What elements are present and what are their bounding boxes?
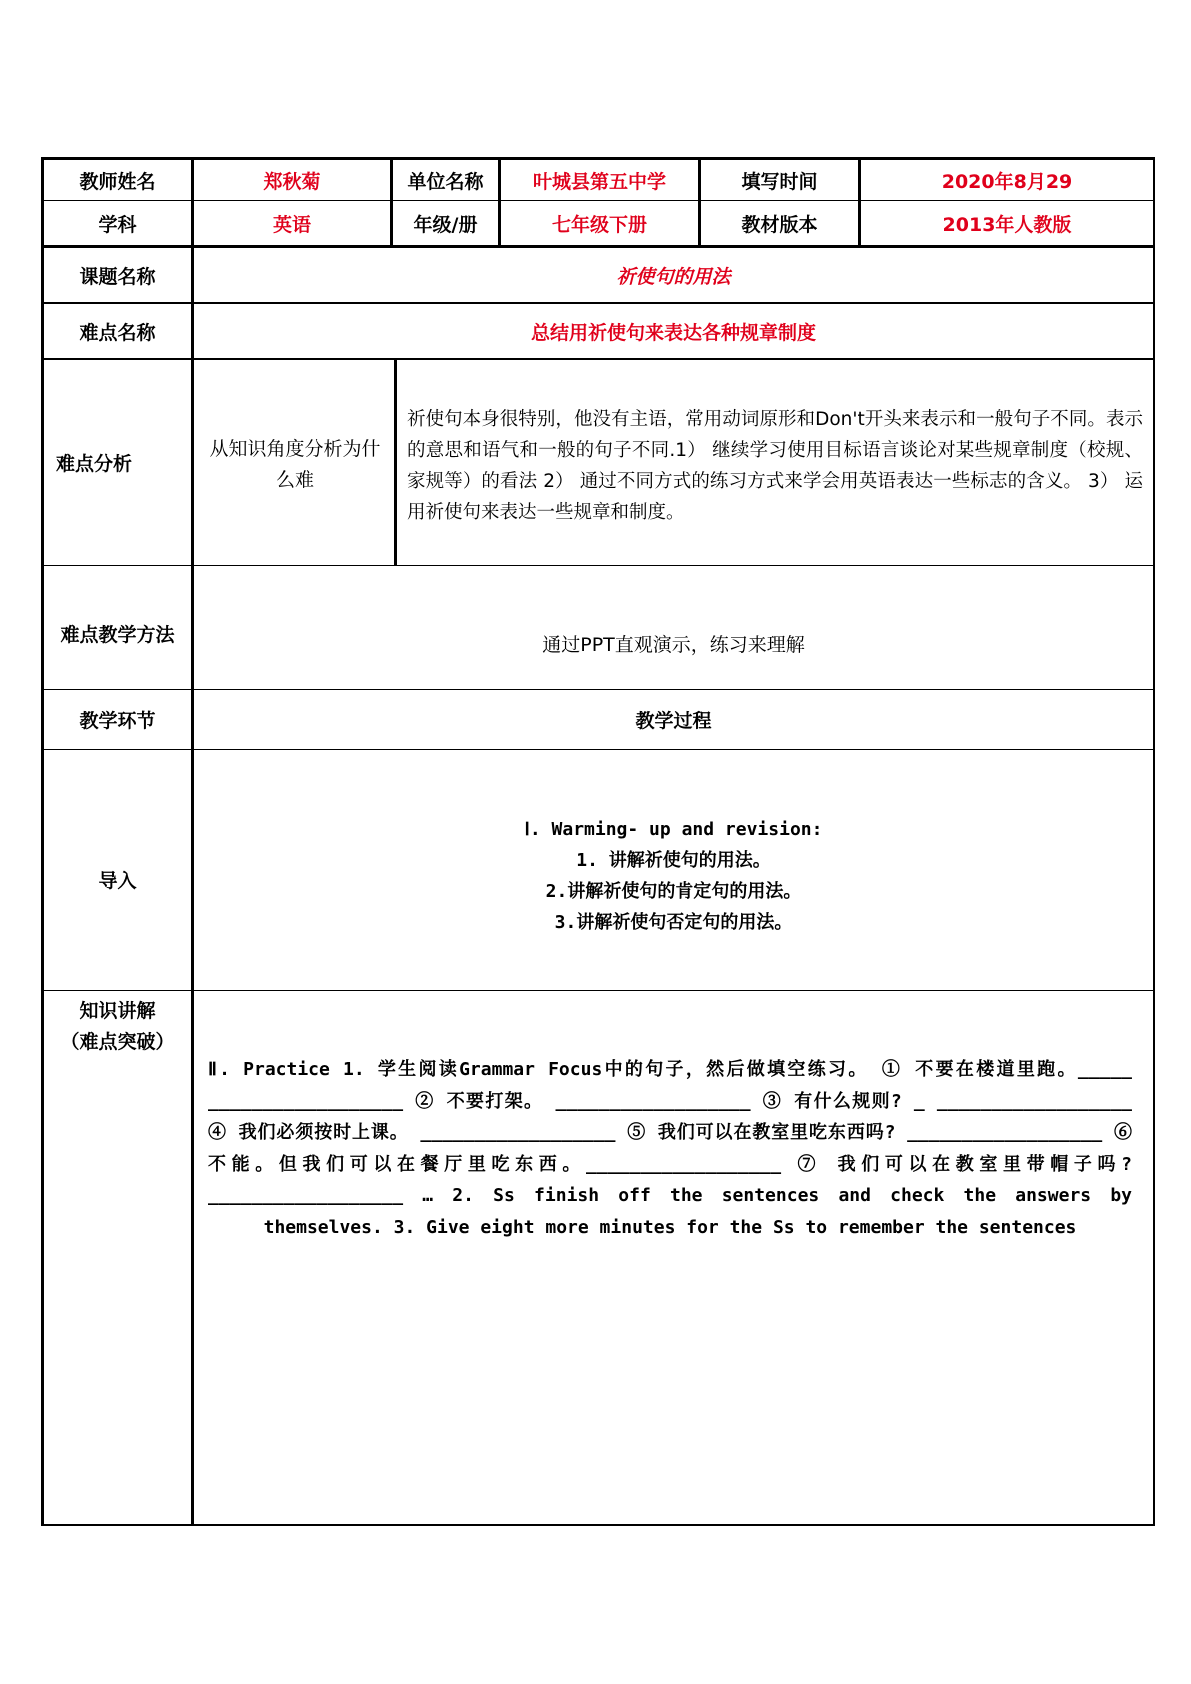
- process-value: 教学过程: [635, 710, 712, 732]
- edition-value: 2013年人教版: [942, 213, 1072, 236]
- unit-name-label: 单位名称: [407, 170, 484, 193]
- subject-value: 英语: [272, 213, 311, 236]
- knowledge-label-line2: （难点突破）: [60, 1031, 175, 1053]
- grade-label: 年级/册: [413, 213, 478, 236]
- method-label: 难点教学方法: [60, 624, 175, 646]
- row-divider: [41, 749, 1155, 750]
- intro-line: 3.讲解祈使句否定句的用法。: [554, 912, 793, 933]
- topic-label: 课题名称: [79, 265, 156, 288]
- knowledge-text: Ⅱ. Practice 1. 学生阅读Grammar Focus中的句子，然后做填空练习。 ① 不要在楼道里跑。_____ __________________ ② 不要打架。 __________________ ③ 有什么规则? _ __________________ ④ 我们必须按时上课。 __________________ ⑤ 我们可以在教室里吃东西吗? __________________ ⑥ 不能。但我们可以在餐厅里吃东西。__________________ ⑦ 我们可以在教室里带帽子吗? __________________ … 2. Ss finish off the sentences and check the answers by themselves. 3. Give eight more minutes for the Ss to remember the sentences: [208, 1059, 1132, 1238]
- edition-label: 教材版本: [741, 213, 818, 236]
- analysis-label: 难点分析: [56, 453, 133, 475]
- date-label: 填写时间: [741, 170, 818, 193]
- analysis-divider: [394, 359, 397, 566]
- table-border-bottom: [41, 1524, 1155, 1526]
- intro-line: 1. 讲解祈使句的用法。: [576, 850, 771, 871]
- grade-value: 七年级下册: [551, 213, 647, 236]
- difficulty-label: 难点名称: [79, 321, 156, 344]
- analysis-text: 祈使句本身很特别，他没有主语，常用动词原形和Don't开头来表示和一般句子不同。表示的意思和语气和一般的句子不同.1） 继续学习使用目标语言谈论对某些规章制度（校规、家规等）的看法 2） 通过不同方式的练习方式来学会用英语表达一些标志的含义。 3） 运用祈使句来表达一些规章和制度。: [407, 409, 1143, 523]
- method-value: 通过PPT直观演示，练习来理解: [542, 634, 805, 656]
- row-divider: [41, 358, 1155, 360]
- subject-label: 学科: [98, 213, 137, 236]
- process-stage-label: 教学环节: [79, 710, 156, 732]
- intro-line: 2.讲解祈使句的肯定句的用法。: [545, 881, 802, 902]
- difficulty-value: 总结用祈使句来表达各种规章制度: [530, 321, 816, 344]
- topic-value: 祈使句的用法: [616, 265, 731, 288]
- analysis-sub-label: 从知识角度分析为什么难: [209, 438, 381, 491]
- knowledge-label: [44, 996, 191, 1062]
- teacher-name-label: 教师姓名: [79, 170, 156, 193]
- teacher-name-value: 郑秋菊: [263, 170, 321, 193]
- intro-label: 导入: [98, 869, 137, 892]
- table-border-right: [1153, 157, 1155, 1526]
- knowledge-label-line1: 知识讲解: [79, 1000, 156, 1022]
- row-divider: [41, 990, 1155, 991]
- intro-line: Ⅰ. Warming- up and revision:: [524, 819, 823, 840]
- unit-name-value: 叶城县第五中学: [532, 170, 666, 193]
- date-value: 2020年8月29: [941, 170, 1073, 193]
- intro-content: [194, 814, 1153, 944]
